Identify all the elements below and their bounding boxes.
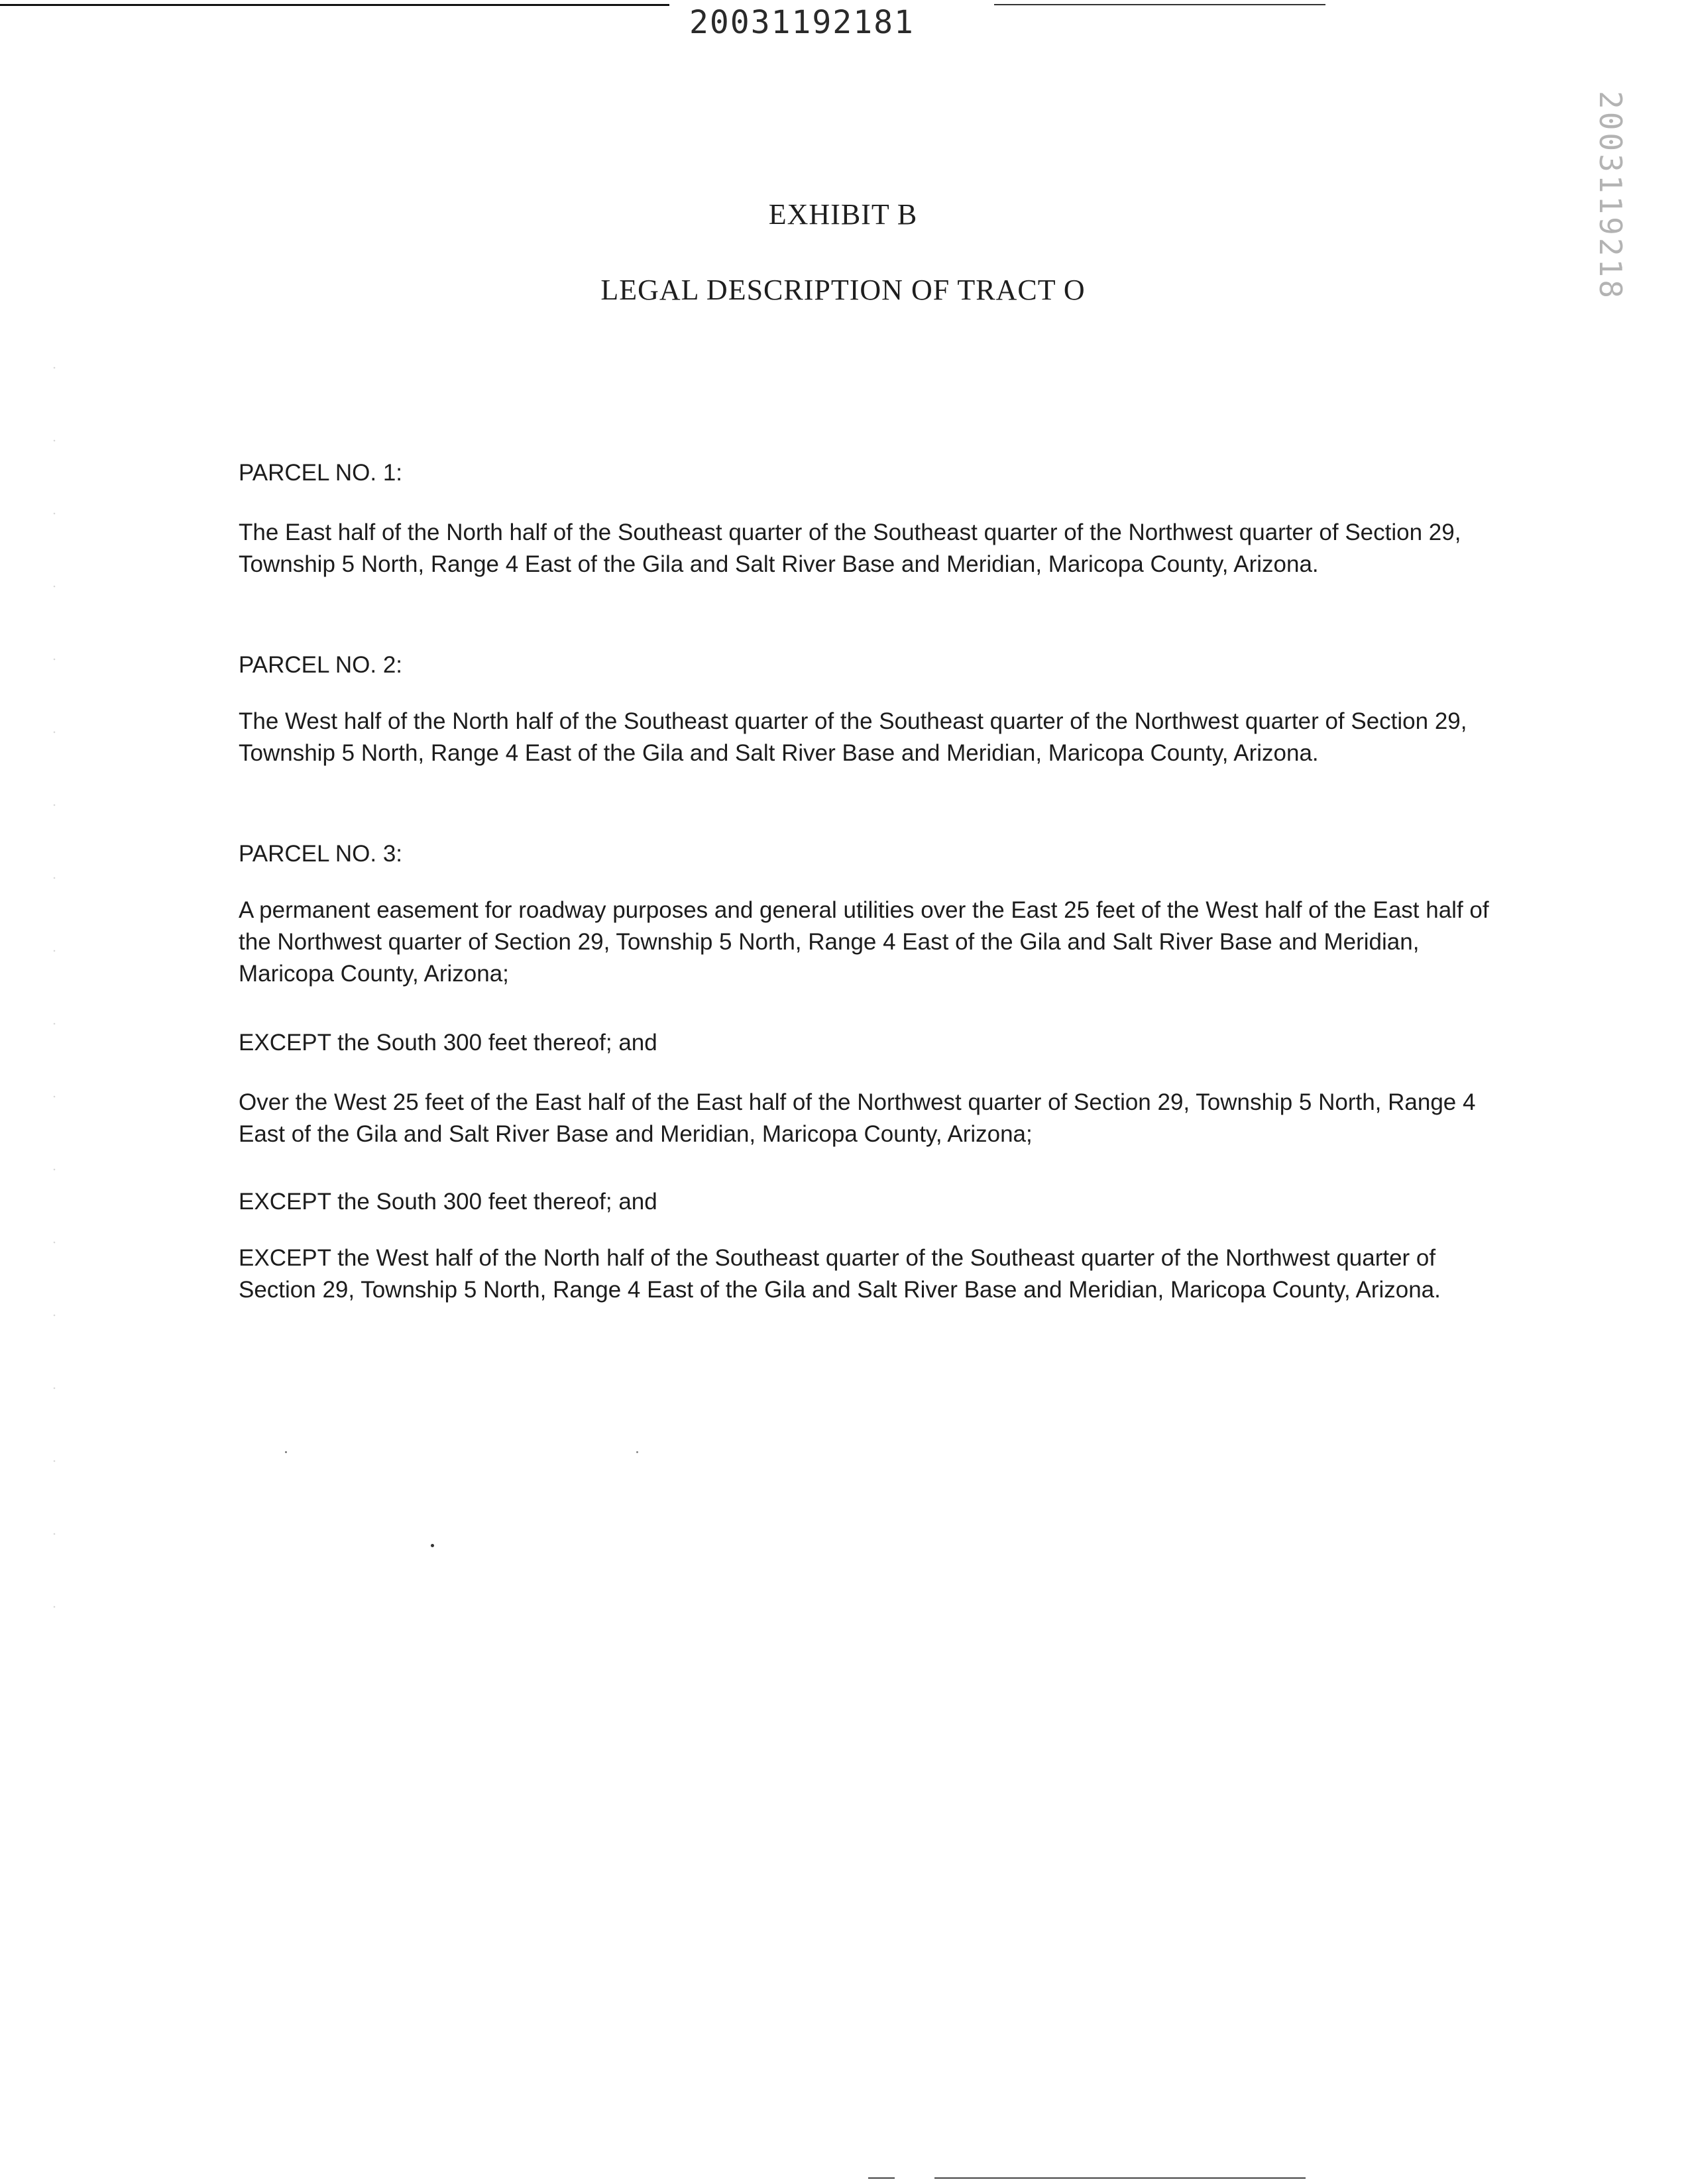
parcel-2-description: The West half of the North half of the Southeast quarter of the Southeast quarter of the Northwest quarter of Section 29, Township 5 North, Range 4 East of the Gila and Salt River Base and Meridian, Maricopa County, Arizona. bbox=[239, 708, 1467, 766]
top-rule-left bbox=[0, 4, 669, 6]
scan-specks bbox=[53, 331, 56, 1657]
parcel-3-exception-3: EXCEPT the West half of the North half of the Southeast quarter of the Southeast quarter of the Northwest quarter of Section 29, Township 5 North, Range 4 East of the Gila and Salt River Base and Meridian, Maricopa County, Arizona. bbox=[239, 1245, 1441, 1303]
scan-speck bbox=[636, 1451, 638, 1453]
scan-speck bbox=[285, 1451, 287, 1453]
margin-stamp bbox=[1591, 86, 1630, 305]
parcel-3-west-strip: Over the West 25 feet of the East half of the East half of the Northwest quarter of Section 29, Township 5 North, Range 4 East of the Gila and Salt River Base and Meridian, Maricopa County, Arizona; bbox=[239, 1089, 1476, 1147]
parcel-1-label: PARCEL NO. 1: bbox=[239, 460, 403, 486]
recording-number: 20031192181 bbox=[689, 4, 915, 41]
bottom-rule bbox=[868, 2177, 895, 2179]
margin-stamp-text: 2003119218 bbox=[1593, 91, 1628, 301]
parcel-3-exception-1: EXCEPT the South 300 feet thereof; and bbox=[239, 1030, 657, 1056]
parcel-2-label: PARCEL NO. 2: bbox=[239, 652, 403, 678]
parcel-3-easement: A permanent easement for roadway purposes and general utilities over the East 25 feet of the West half of the East half of the Northwest quarter of Section 29, Township 5 North, Range 4 East of the Gila and Salt River Base and Meridian, Maricopa County, Arizona; bbox=[239, 897, 1489, 987]
top-rule-right bbox=[994, 4, 1325, 5]
document-title: LEGAL DESCRIPTION OF TRACT O bbox=[600, 274, 1086, 306]
parcel-3-label: PARCEL NO. 3: bbox=[239, 841, 403, 867]
exhibit-heading: EXHIBIT B bbox=[768, 198, 918, 231]
parcel-3-exception-2: EXCEPT the South 300 feet thereof; and bbox=[239, 1189, 657, 1215]
bottom-rule bbox=[934, 2177, 1306, 2179]
scan-speck bbox=[431, 1544, 434, 1547]
parcel-1-description: The East half of the North half of the Southeast quarter of the Southeast quarter of the Northwest quarter of Section 29, Township 5 North, Range 4 East of the Gila and Salt River Base and Meridian, Maricopa County, Arizona. bbox=[239, 519, 1461, 577]
